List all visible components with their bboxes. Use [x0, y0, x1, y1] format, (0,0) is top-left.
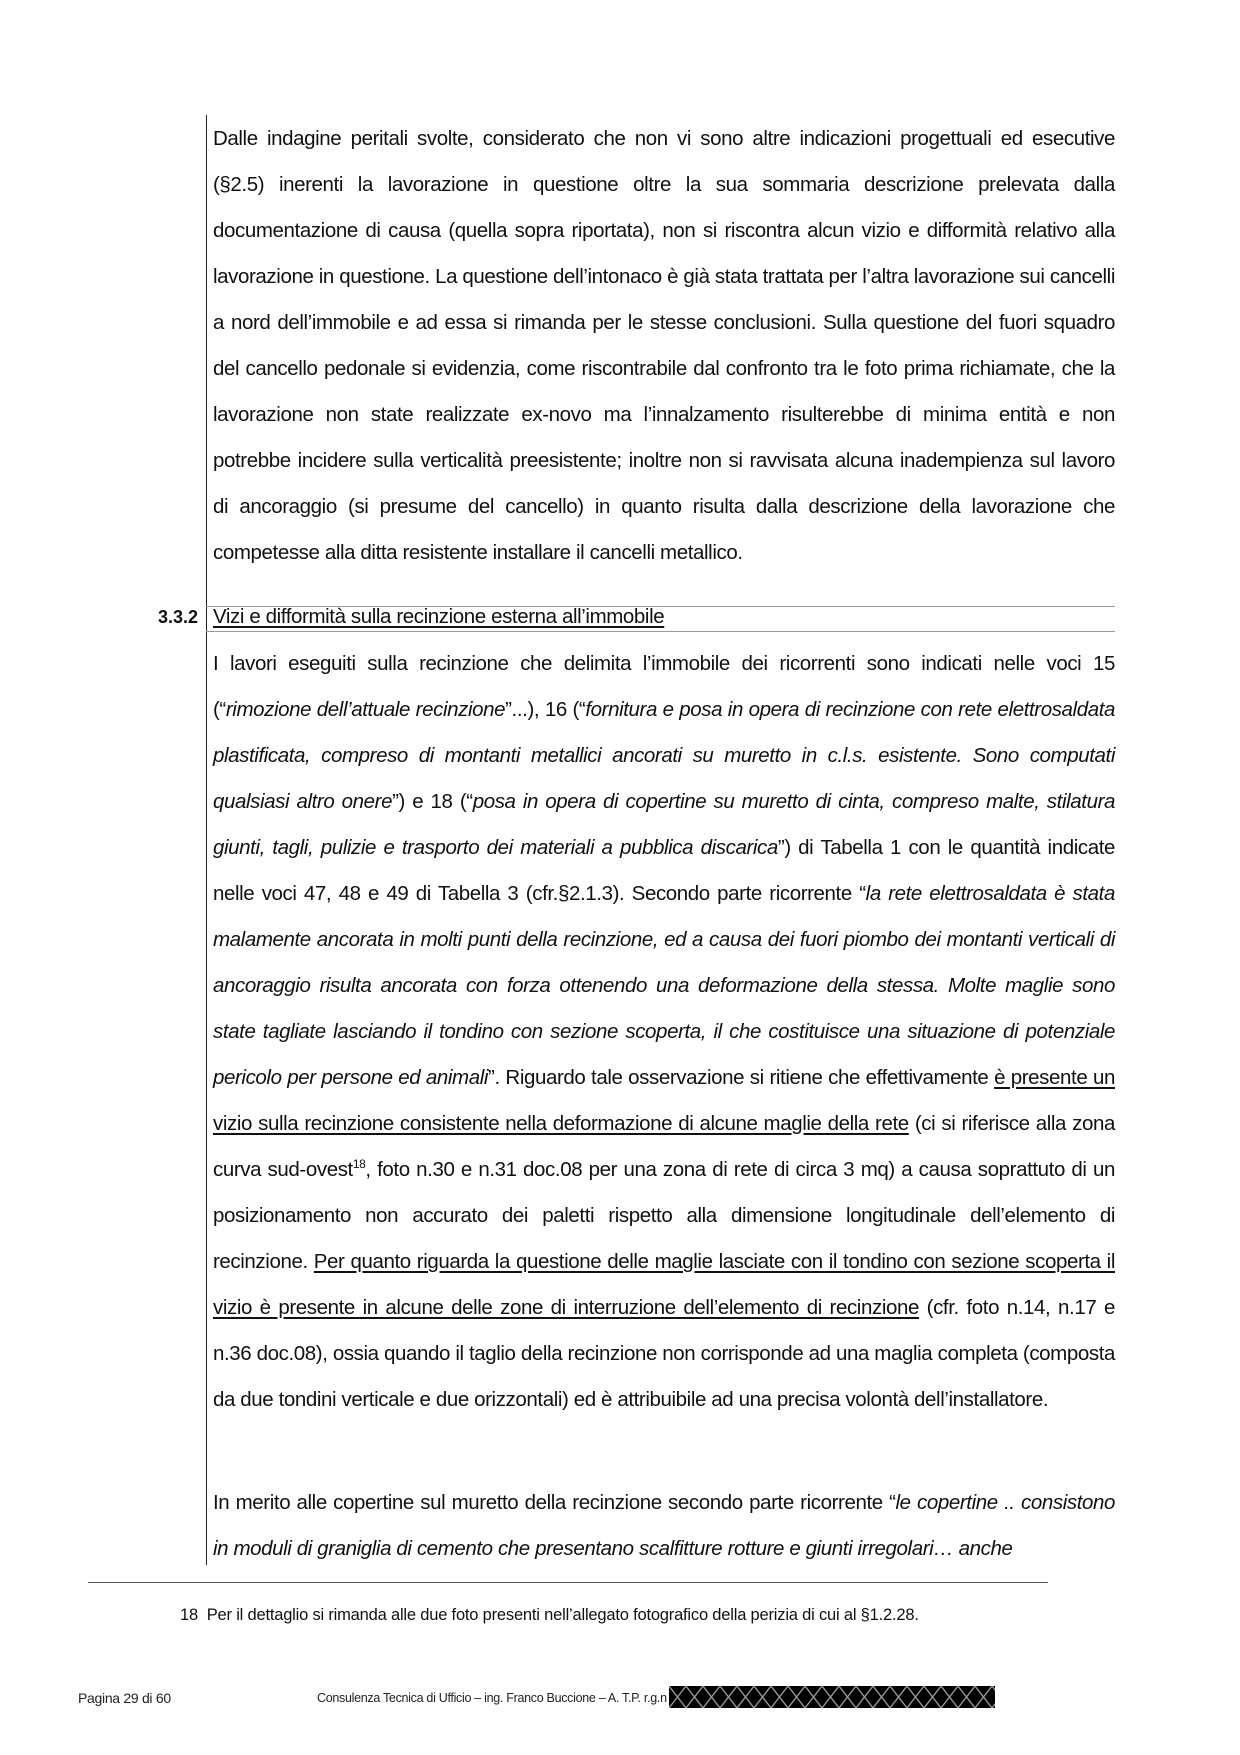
section-number: 3.3.2 — [158, 607, 199, 627]
text-run: (cfr. foto n.14, n.17 e n.36 doc.08), ossia quando il taglio della recinzione non corrisponde ad una maglia completa (composta da due tondini verticale e due orizzontali) ed è attribuibile ad una precisa volontà dell’installatore. — [213, 1296, 1115, 1411]
text-run: In merito alle copertine sul muretto della recinzione secondo parte ricorrente “ — [213, 1491, 896, 1514]
footnote — [180, 1606, 919, 1625]
text-run: (ci si riferisce alla zona curva sud-ovest — [213, 1112, 1115, 1181]
quote-ricorrente: la rete elettrosaldata è stata malamente ancorata in molti punti della recinzione, ed a causa dei fuori piombo dei montanti verticali di ancoraggio risulta ancorata con forza ottenendo una deformazione della stessa. Molte maglie sono state tagliate lasciando il tondino con sezione scoperta, il che costituisce una situazione di potenziale pericolo per persone ed animali — [213, 882, 1115, 1089]
redaction-block — [669, 1686, 995, 1708]
footnote-separator — [88, 1582, 1048, 1583]
footnote-text: Per il dettaglio si rimanda alle due foto presenti nell’allegato fotografico della perizia di cui al §1.2.28. — [206, 1606, 919, 1624]
paragraph-copertine — [213, 1480, 1115, 1572]
footnote-ref[interactable]: 18 — [352, 1157, 366, 1172]
quote-copertine: le copertine .. consistono in moduli di graniglia di cemento che presentano scalfitture rotture e giunti irregolari… anche — [213, 1491, 1116, 1560]
text-run: ”) e 18 (“ — [392, 790, 473, 813]
underlined-finding: Per quanto riguarda la questione delle maglie lasciate con il tondino con sezione scoperta il vizio è presente in alcune delle zone di interruzione dell’elemento di recinzione — [213, 1250, 1115, 1319]
paragraph-recinzione — [213, 641, 1115, 1423]
paragraph-conclusion: Dalle indagine peritali svolte, considerato che non vi sono altre indicazioni progettuali ed esecutive (§2.5) inerenti la lavorazione in questione oltre la sua sommaria descrizione prelevata dalla documentazione di causa (quella sopra riportata), non si riscontra alcun vizio e difformità relativo alla lavorazione in questione. La questione dell’intonaco è già stata trattata per l’altra lavorazione sui cancelli a nord dell’immobile e ad essa si rimanda per le stesse conclusioni. Sulla questione del fuori squadro del cancello pedonale si evidenzia, come riscontrabile dal confronto tra le foto prima richiamate, che la lavorazione non state realizzate ex-novo ma l’innalzamento risulterebbe di minima entità e non potrebbe incidere sulla verticalità preesistente; inoltre non si ravvisata alcuna inadempienza sul lavoro di ancoraggio (si presume del cancello) in quanto risulta dalla descrizione della lavorazione che competesse alla ditta resistente installare il cancelli metallico. — [213, 127, 1115, 564]
quote-voce-15: rimozione dell’attuale recinzione — [225, 698, 506, 721]
footnote-number: 18 — [180, 1606, 198, 1624]
quote-voce-16: fornitura e posa in opera di recinzione con rete elettrosaldata plastificata, compreso di montanti metallici ancorati su muretto in c.l.s. esistente. Sono computati qualsiasi altro onere — [213, 698, 1116, 813]
text-run: , foto n.30 e n.31 doc.08 per una zona di rete di circa 3 mq) a causa soprattuto di un posizionamento non accurato dei paletti rispetto alla dimensione longitudinale dell’elemento di recinzione. — [213, 1158, 1115, 1273]
quote-voce-18: posa in opera di copertine su muretto di cinta, compreso malte, stilatura giunti, tagli, pulizie e trasporto dei materiali a pubblica discarica — [213, 790, 1115, 859]
section-title: Vizi e difformità sulla recinzione esterna all’immobile — [213, 605, 665, 628]
underlined-finding: è presente un vizio sulla recinzione consistente nella deformazione di alcune maglie della rete — [213, 1066, 1115, 1135]
section-rule-bottom — [206, 631, 1115, 632]
redaction-pattern — [669, 1686, 995, 1708]
footer-title: Consulenza Tecnica di Ufficio – ing. Franco Buccione – A. T.P. r.g.n — [317, 1691, 667, 1705]
text-run: ”...), 16 (“ — [505, 698, 586, 721]
text-run: ”) di Tabella 1 con le quantità indicate nelle voci 47, 48 e 49 di Tabella 3 (cfr.§2.1.3). Secondo parte ricorrente “ — [213, 836, 1116, 905]
footer-page-number: Pagina 29 di 60 — [78, 1690, 171, 1706]
text-run: I lavori eseguiti sulla recinzione che delimita l’immobile dei ricorrenti sono indicati nelle voci 15 (“ — [213, 652, 1115, 721]
text-run: ”. Riguardo tale osservazione si ritiene che effettivamente — [488, 1066, 995, 1089]
left-margin-rule — [206, 115, 207, 1565]
